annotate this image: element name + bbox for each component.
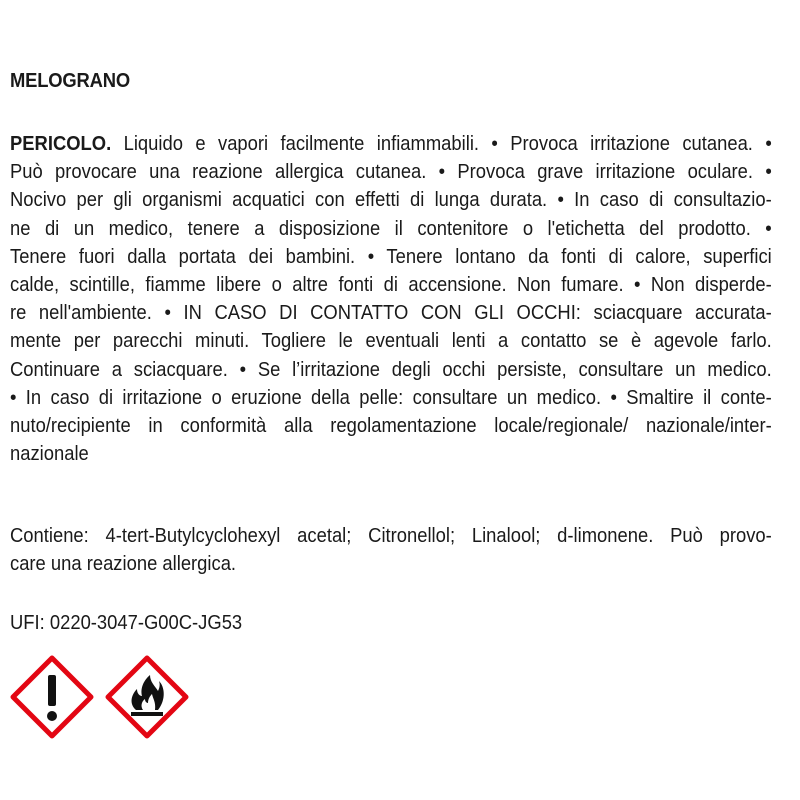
contains-statement	[10, 522, 772, 578]
hazard-line: • In caso di irritazione o eruzione della pelle: consultare un medico. • Smaltire il conte-	[10, 386, 772, 409]
label-page	[10, 0, 772, 800]
hazard-line: Nocivo per gli organismi acquatici con effetti di lunga durata. • In caso di consultazio-	[10, 189, 772, 212]
contains-line: care una reazione allergica.	[10, 553, 237, 576]
ufi-code: UFI: 0220-3047-G00C-JG53	[10, 612, 243, 634]
hazard-line: Tenere fuori dalla portata dei bambini. • Tenere lontano da fonti di calore, superfici	[10, 245, 772, 268]
ghs-pictograms	[10, 655, 210, 739]
hazard-line: ne di un medico, tenere a disposizione il contenitore o l'etichetta del prodotto. •	[10, 217, 772, 240]
exclamation-mark-icon	[10, 655, 94, 739]
hazard-line: mente per parecchi minuti. Togliere le eventuali lenti a contatto se è agevole farlo.	[10, 330, 772, 353]
hazard-line: re nell'ambiente. • IN CASO DI CONTATTO CON GLI OCCHI: sciacquare accurata-	[10, 302, 772, 325]
hazard-line: calde, scintille, fiamme libere o altre fonti di accensione. Non fumare. • Non disperde-	[10, 273, 772, 296]
product-name: MELOGRANO	[10, 70, 130, 92]
hazard-statements	[10, 130, 772, 468]
flame-icon	[105, 655, 189, 739]
hazard-line: PERICOLO. Liquido e vapori facilmente infiammabili. • Provoca irritazione cutanea. •	[10, 133, 772, 155]
hazard-line: nuto/recipiente in conformità alla regolamentazione locale/regionale/ nazionale/inter-	[10, 414, 772, 437]
hazard-line: nazionale	[10, 443, 89, 466]
contains-line: Contiene: 4-tert-Butylcyclohexyl acetal; Citronellol; Linalool; d-limonene. Può provo-	[10, 525, 772, 547]
hazard-line: Può provocare una reazione allergica cutanea. • Provoca grave irritazione oculare. •	[10, 161, 772, 184]
signal-word: PERICOLO.	[10, 133, 112, 155]
hazard-line: Continuare a sciacquare. • Se l’irritazione degli occhi persiste, consultare un medico.	[10, 358, 772, 381]
